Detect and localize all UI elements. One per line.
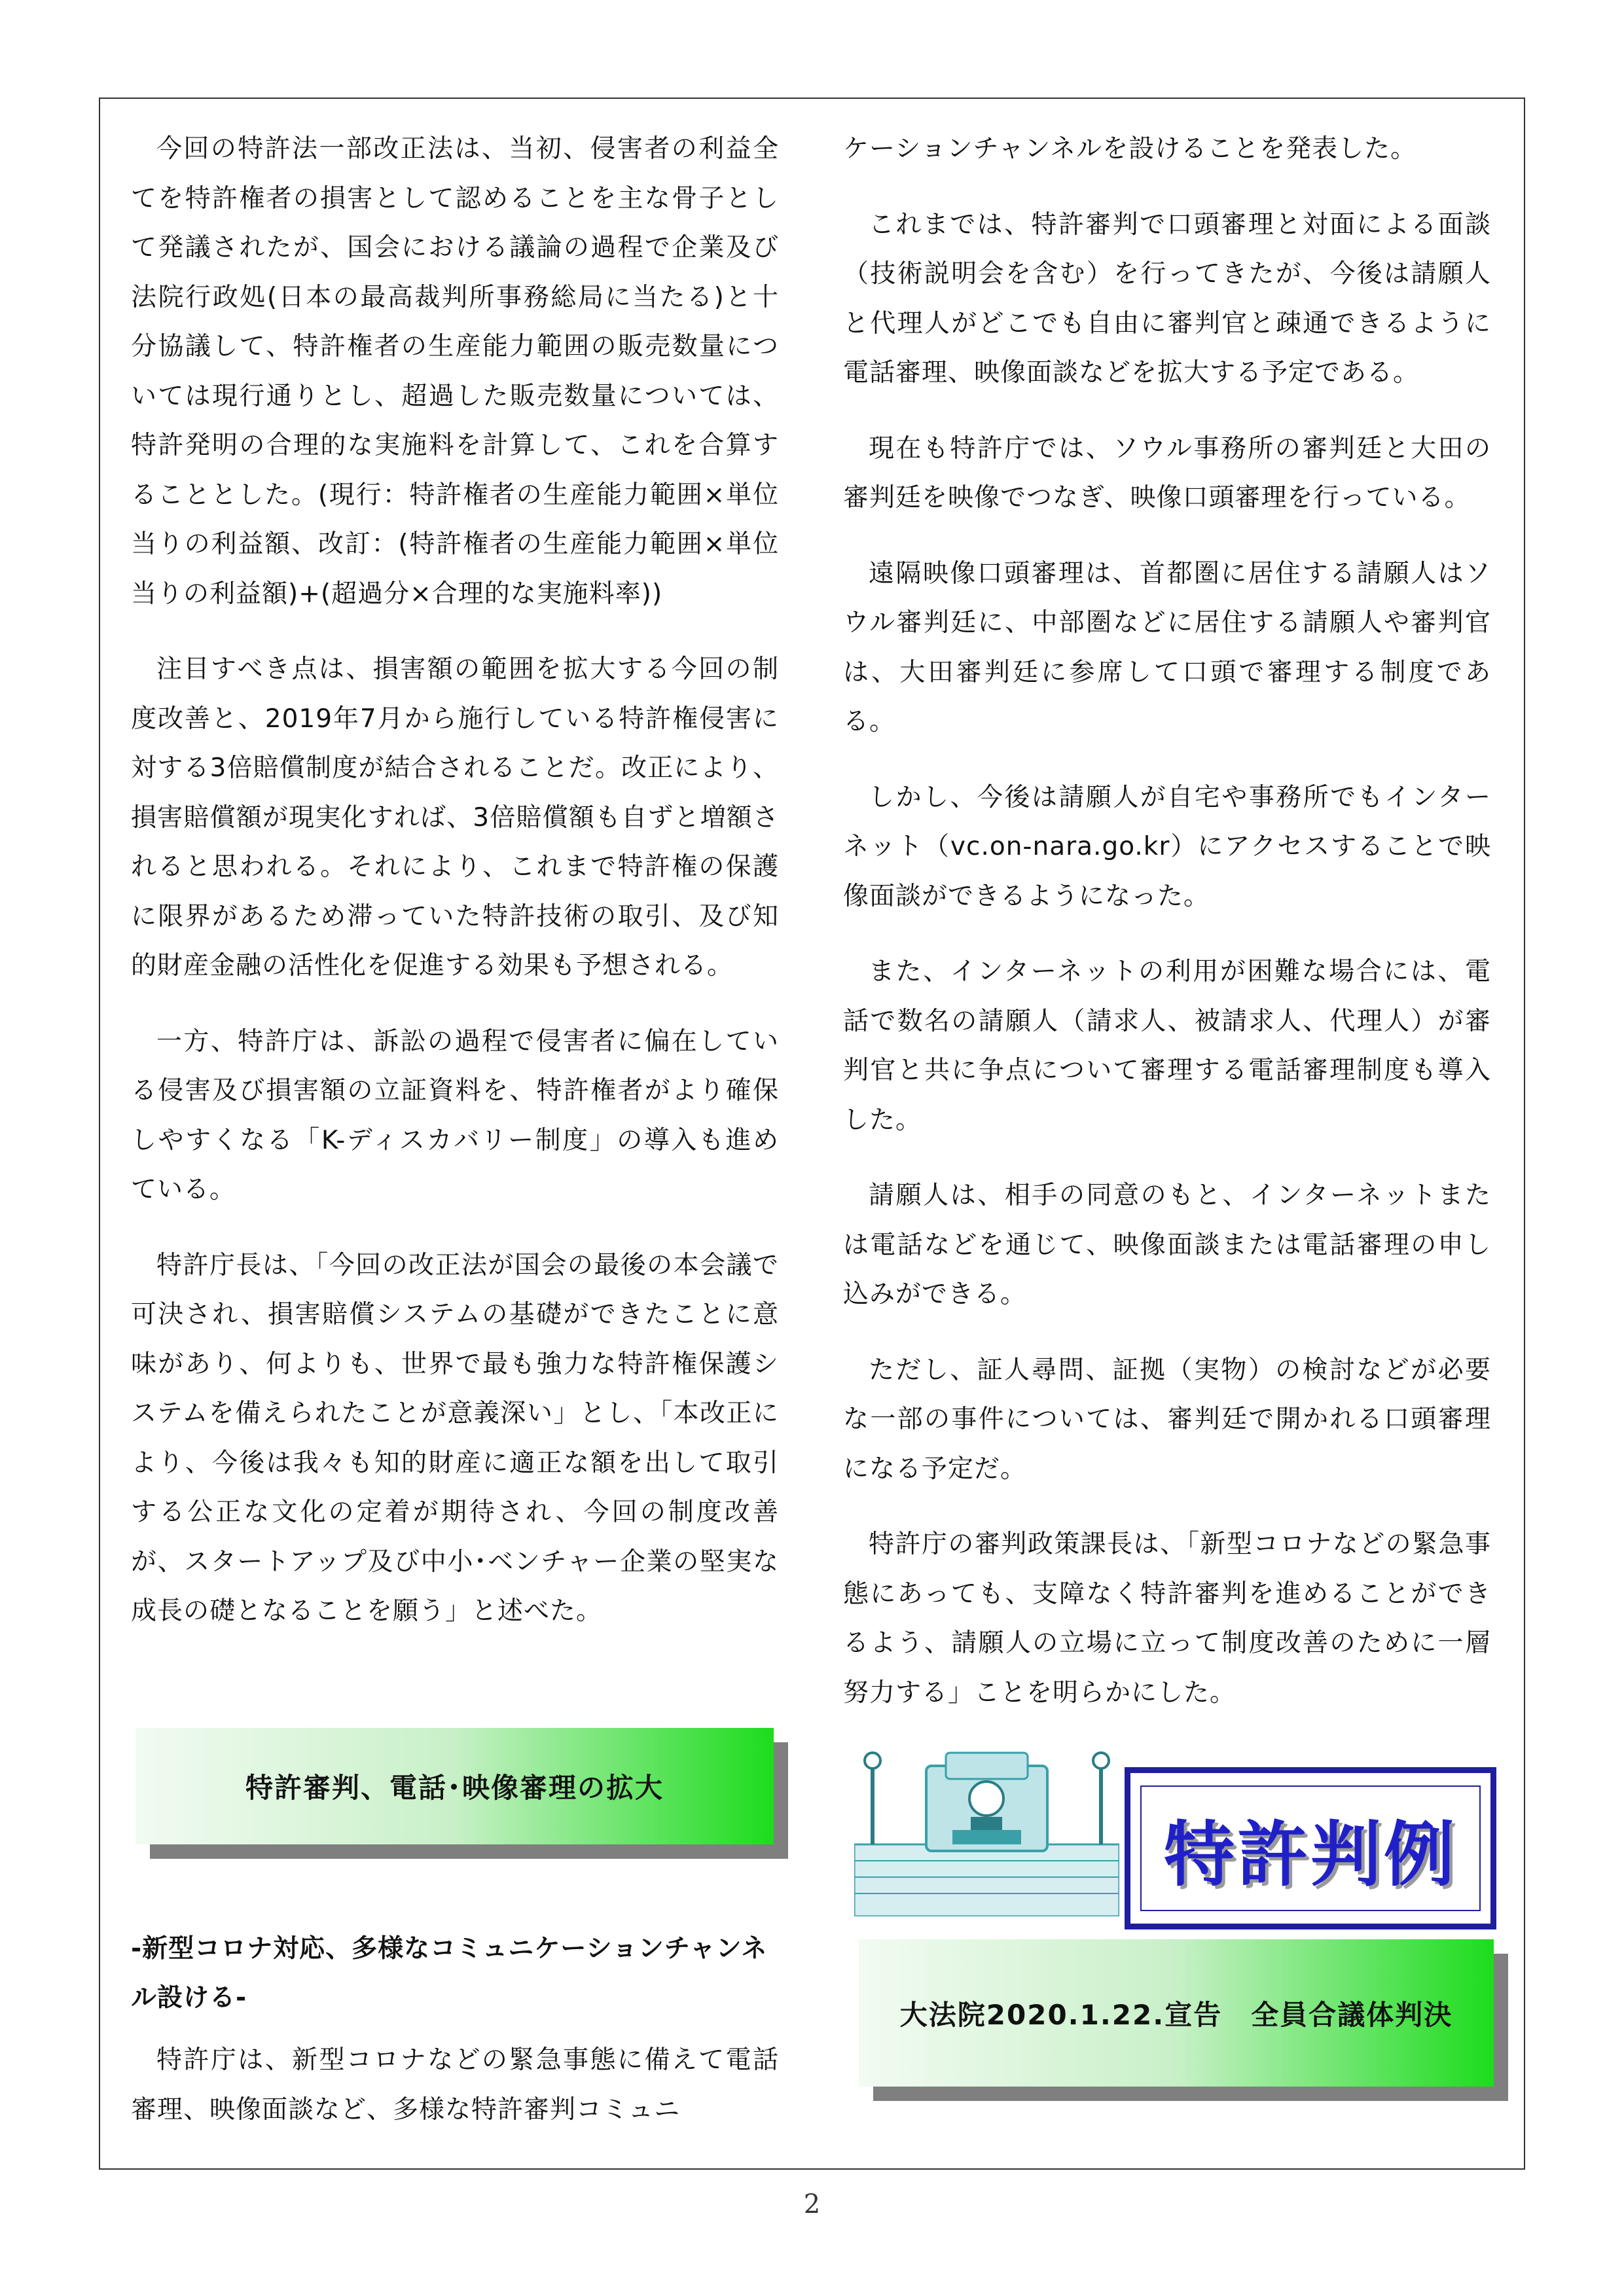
right-paragraph-8: 特許庁の審判政策課長は、「新型コロナなどの緊急事態にあっても、支障なく特許審判を進めることができるよう、請願人の立場に立って制度改善のために一層努力する」ことを明らかにした。 xyxy=(843,1530,1491,1708)
left-paragraph-1: 今回の特許法一部改正法は、当初、侵害者の利益全てを特許権者の損害として認めることを主な骨子として発議されたが、国会における議論の過程で企業及び法院行政処(日本の最高裁判所事務総局に当たる)と十分協議して、特許権者の生産能力範囲の販売数量については現行通りとし、超過した販売数量については、特許発明の合理的な実施料を計算して、これを合算することとした。(現行：特許権者の生産能力範囲×単位当りの利益額、改訂：(特許権者の生産能力範囲×単位当りの利益額)+(超過分×合理的な実施料率)) xyxy=(131,134,779,609)
left-paragraph-4: 特許庁長は、「今回の改正法が国会の最後の本会議で可決され、損害賠償システムの基礎ができたことに意味があり、何よりも、世界で最も強力な特許権保護システムを備えられたことが意義深い」とし、「本改正により、今後は我々も知的財産に適正な額を出して取引する公正な文化の定着が期待され、今回の制度改善が、スタートアップ及び中小･ベンチャー企業の堅実な成長の礎となることを願う」と述べた。 xyxy=(131,1250,779,1626)
court-emblem-icon xyxy=(854,1746,1119,1916)
left-tail-paragraph: 特許庁は、新型コロナなどの緊急事態に備えて電話審理、映像面談など、多様な特許審判コミュニ xyxy=(131,2045,779,2125)
case-heading-text: 大法院2020.1.22.宣告 全員合議体判決 xyxy=(899,1998,1453,2031)
left-tail-block xyxy=(131,2036,779,2161)
right-paragraph-1: これまでは、特許審判で口頭審理と対面による面談（技術説明会を含む）を行ってきたが、今後は請願人と代理人がどこでも自由に審判官と疎通できるように電話審理、映像面談などを拡大する予定である。 xyxy=(843,209,1491,387)
right-paragraph-6: 請願人は、相手の同意のもと、インターネットまたは電話などを通じて、映像面談または電話審理の申し込みができる。 xyxy=(843,1181,1491,1309)
right-paragraph-2: 現在も特許庁では、ソウル事務所の審判廷と大田の審判廷を映像でつなぎ、映像口頭審理を行っている。 xyxy=(843,433,1491,512)
patent-case-badge-inner xyxy=(1140,1785,1481,1911)
page-number: 2 xyxy=(803,2189,821,2219)
right-paragraph-5: また、インターネットの利用が困難な場合には、電話で数名の請願人（請求人、被請求人、代理人）が審判官と共に争点について審理する電話審理制度も導入した。 xyxy=(843,957,1491,1135)
right-paragraph-3: 遠隔映像口頭審理は、首都圏に居住する請願人はソウル審判廷に、中部圏などに居住する請願人や審判官は、大田審判廷に参席して口頭で審理する制度である。 xyxy=(843,558,1491,736)
section-subtitle: -新型コロナ対応、多様なコミュニケーションチャンネル設ける- xyxy=(131,1934,768,2013)
left-column xyxy=(131,124,779,1662)
right-continuation: ケーションチャンネルを設けることを発表した。 xyxy=(843,134,1417,164)
section-heading-trial-expansion xyxy=(135,1728,774,1844)
section-heading-text: 特許審判、電話･映像審理の拡大 xyxy=(245,1772,664,1804)
right-paragraph-7: ただし、証人尋問、証拠（実物）の検討などが必要な一部の事件については、審判廷で開かれる口頭審理になる予定だ。 xyxy=(843,1355,1491,1484)
case-heading-box xyxy=(859,1939,1494,2087)
patent-case-badge xyxy=(1125,1767,1496,1929)
right-paragraph-4: しかし、今後は請願人が自宅や事務所でもインターネット（vc.on-nara.go.kr）にアクセスすることで映像面談ができるようになった。 xyxy=(843,782,1491,911)
left-paragraph-3: 一方、特許庁は、訴訟の過程で侵害者に偏在している侵害及び損害額の立証資料を、特許権者がより確保しやすくなる「K-ディスカバリー制度」の導入も進めている。 xyxy=(131,1026,779,1204)
patent-case-badge-text: 特許判例 xyxy=(1163,1814,1457,1896)
left-paragraph-2: 注目すべき点は、損害額の範囲を拡大する今回の制度改善と、2019年7月から施行している特許権侵害に対する3倍賠償制度が結合されることだ。改正により、損害賠償額が現実化すれば、3倍賠償額も自ずと増額されると思われる。それにより、これまで特許権の保護に限界があるため滞っていた特許技術の取引、及び知的財産金融の活性化を促進する効果も予想される。 xyxy=(131,655,779,980)
right-column xyxy=(843,124,1491,1744)
